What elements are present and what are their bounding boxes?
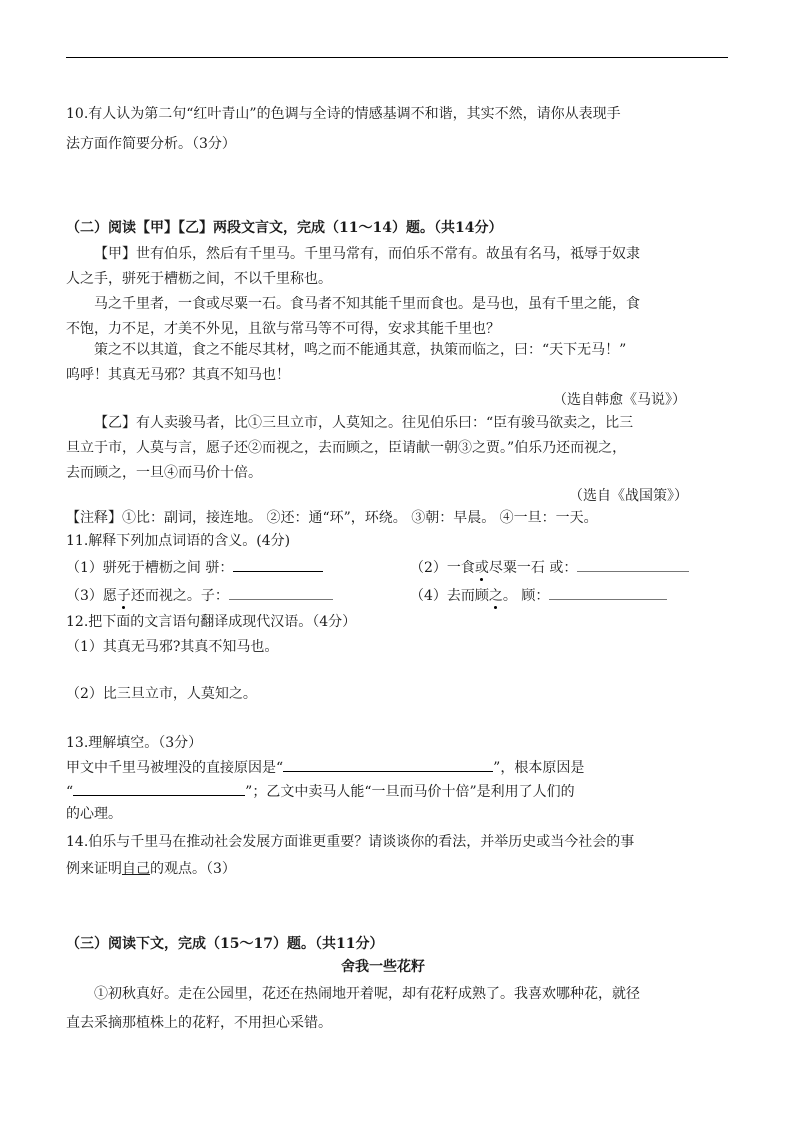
article-p1-line1: ①初秋真好。走在公园里，花还在热闹地开着呢，却有花籽成熟了。我喜欢哪种花，就径	[94, 986, 640, 1002]
notes: 【注释】①比：副词，接连地。 ②还：通“环”，环绕。 ③朝：早晨。 ④一旦：一天。	[66, 510, 598, 526]
q11-item2-pre: （2）一食	[410, 560, 475, 576]
q12-item1: （1）其真无马邪?其真不知马也。	[66, 639, 279, 655]
jia-p3-line1: 策之不以其道，食之不能尽其材，鸣之而不能通其意，执策而临之，曰：“天下无马！”	[94, 342, 627, 358]
q14-underlined-word: 自己	[122, 861, 150, 877]
q13-direct-cause-blank[interactable]	[283, 757, 493, 772]
section3-heading: （三）阅读下文，完成（15～17）题。（共11分）	[66, 936, 384, 952]
q13-stem: 13.理解填空。（3分）	[66, 735, 203, 751]
q11-item2	[410, 557, 689, 577]
q13-line2-a: “	[66, 784, 74, 800]
article-p1-line2: 直去采摘那植株上的花籽，不用担心采错。	[66, 1015, 332, 1031]
header-rule	[66, 57, 728, 58]
jia-p2-line1: 马之千里者，一食或尽粟一石。食马者不知其能千里而食也。是马也，虽有千里之能，食	[94, 296, 640, 312]
q13-line1-a: 甲文中千里马被埋没的直接原因是“	[66, 760, 284, 776]
q14-line1: 14.伯乐与千里马在推动社会发展方面谁更重要？请谈谈你的看法，并举历史或当今社会的事	[66, 834, 635, 850]
jia-p1-line2: 人之手，骈死于槽枥之间，不以千里称也。	[66, 271, 332, 287]
q11-item1-label: 骈：	[205, 560, 234, 576]
q11-item3-post: 还而视之。子：	[130, 588, 229, 604]
section2-heading: （二）阅读【甲】【乙】两段文言文，完成（11～14）题。（共14分）	[66, 220, 503, 236]
q12-stem: 12.把下面的文言语句翻译成现代汉语。（4分）	[66, 614, 357, 630]
q13-line1	[66, 757, 584, 777]
q11-item1-text: （1）骈死于槽枥之间	[66, 560, 206, 576]
q10-line1: 10.有人认为第二句“红叶青山”的色调与全诗的情感基调不和谐，其实不然，请你从表现手	[66, 106, 621, 122]
jia-p3-line2: 呜呼！其真无马邪？其真不知马也！	[66, 367, 290, 383]
q12-item2: （2）比三旦立市，人莫知之。	[66, 686, 257, 702]
q14-line2-b: 的观点。（3）	[150, 861, 236, 877]
q13-root-cause-blank[interactable]	[73, 781, 245, 796]
q11-item3-pre: （3）愿	[66, 588, 117, 604]
q13-line2	[66, 781, 575, 801]
q11-item3-answer-blank[interactable]	[229, 585, 333, 600]
jia-p1-line1: 【甲】世有伯乐，然后有千里马。千里马常有，而伯乐不常有。故虽有名马，祗辱于奴隶	[94, 246, 640, 262]
yi-line2: 旦立于市，人莫与言，愿子还②而视之，去而顾之，臣请献一朝③之贾。”伯乐乃还而视之，	[66, 440, 627, 456]
jia-source: （选自韩愈《马说》）	[553, 392, 686, 408]
q13-line2-b: ”；乙文中卖马人能“一旦而马价十倍”是利用了人们的	[245, 784, 575, 800]
q11-item4-answer-blank[interactable]	[549, 585, 667, 600]
yi-line1: 【乙】有人卖骏马者，比①三旦立市，人莫知之。往见伯乐曰：“臣有骏马欲卖之，比三	[94, 415, 634, 431]
q11-item3-dotted-word: 子	[116, 588, 131, 604]
q14-line2	[66, 860, 236, 878]
yi-line3: 去而顾之，一旦④而马价十倍。	[66, 465, 262, 481]
q11-item4-post: 。 顾：	[502, 588, 550, 604]
q13-line3: 的心理。	[66, 806, 122, 822]
q11-item4-dotted-word: 之	[488, 588, 503, 604]
q10-line2: 法方面作简要分析。（3分）	[66, 136, 236, 152]
q11-item1	[66, 557, 323, 577]
article-title: 舍我一些花籽	[341, 959, 425, 975]
jia-p2-line2: 不饱，力不足，才美不外见，且欲与常马等不可得，安求其能千里也？	[66, 321, 500, 337]
q11-item3	[66, 585, 333, 605]
q11-item2-answer-blank[interactable]	[577, 557, 689, 572]
q11-item4	[410, 585, 667, 605]
q13-line1-b: ”，根本原因是	[493, 760, 585, 776]
yi-source: （选自《战国策》）	[569, 488, 688, 504]
q11-item2-dotted-word: 或	[474, 560, 489, 576]
q11-item1-answer-blank[interactable]	[233, 557, 323, 572]
q11-item4-pre: （4）去而顾	[410, 588, 489, 604]
q11-stem: 11.解释下列加点词语的含义。(4分)	[66, 533, 291, 549]
q11-item2-post: 尽粟一石 或：	[488, 560, 578, 576]
q14-line2-a: 例来证明	[66, 861, 122, 877]
